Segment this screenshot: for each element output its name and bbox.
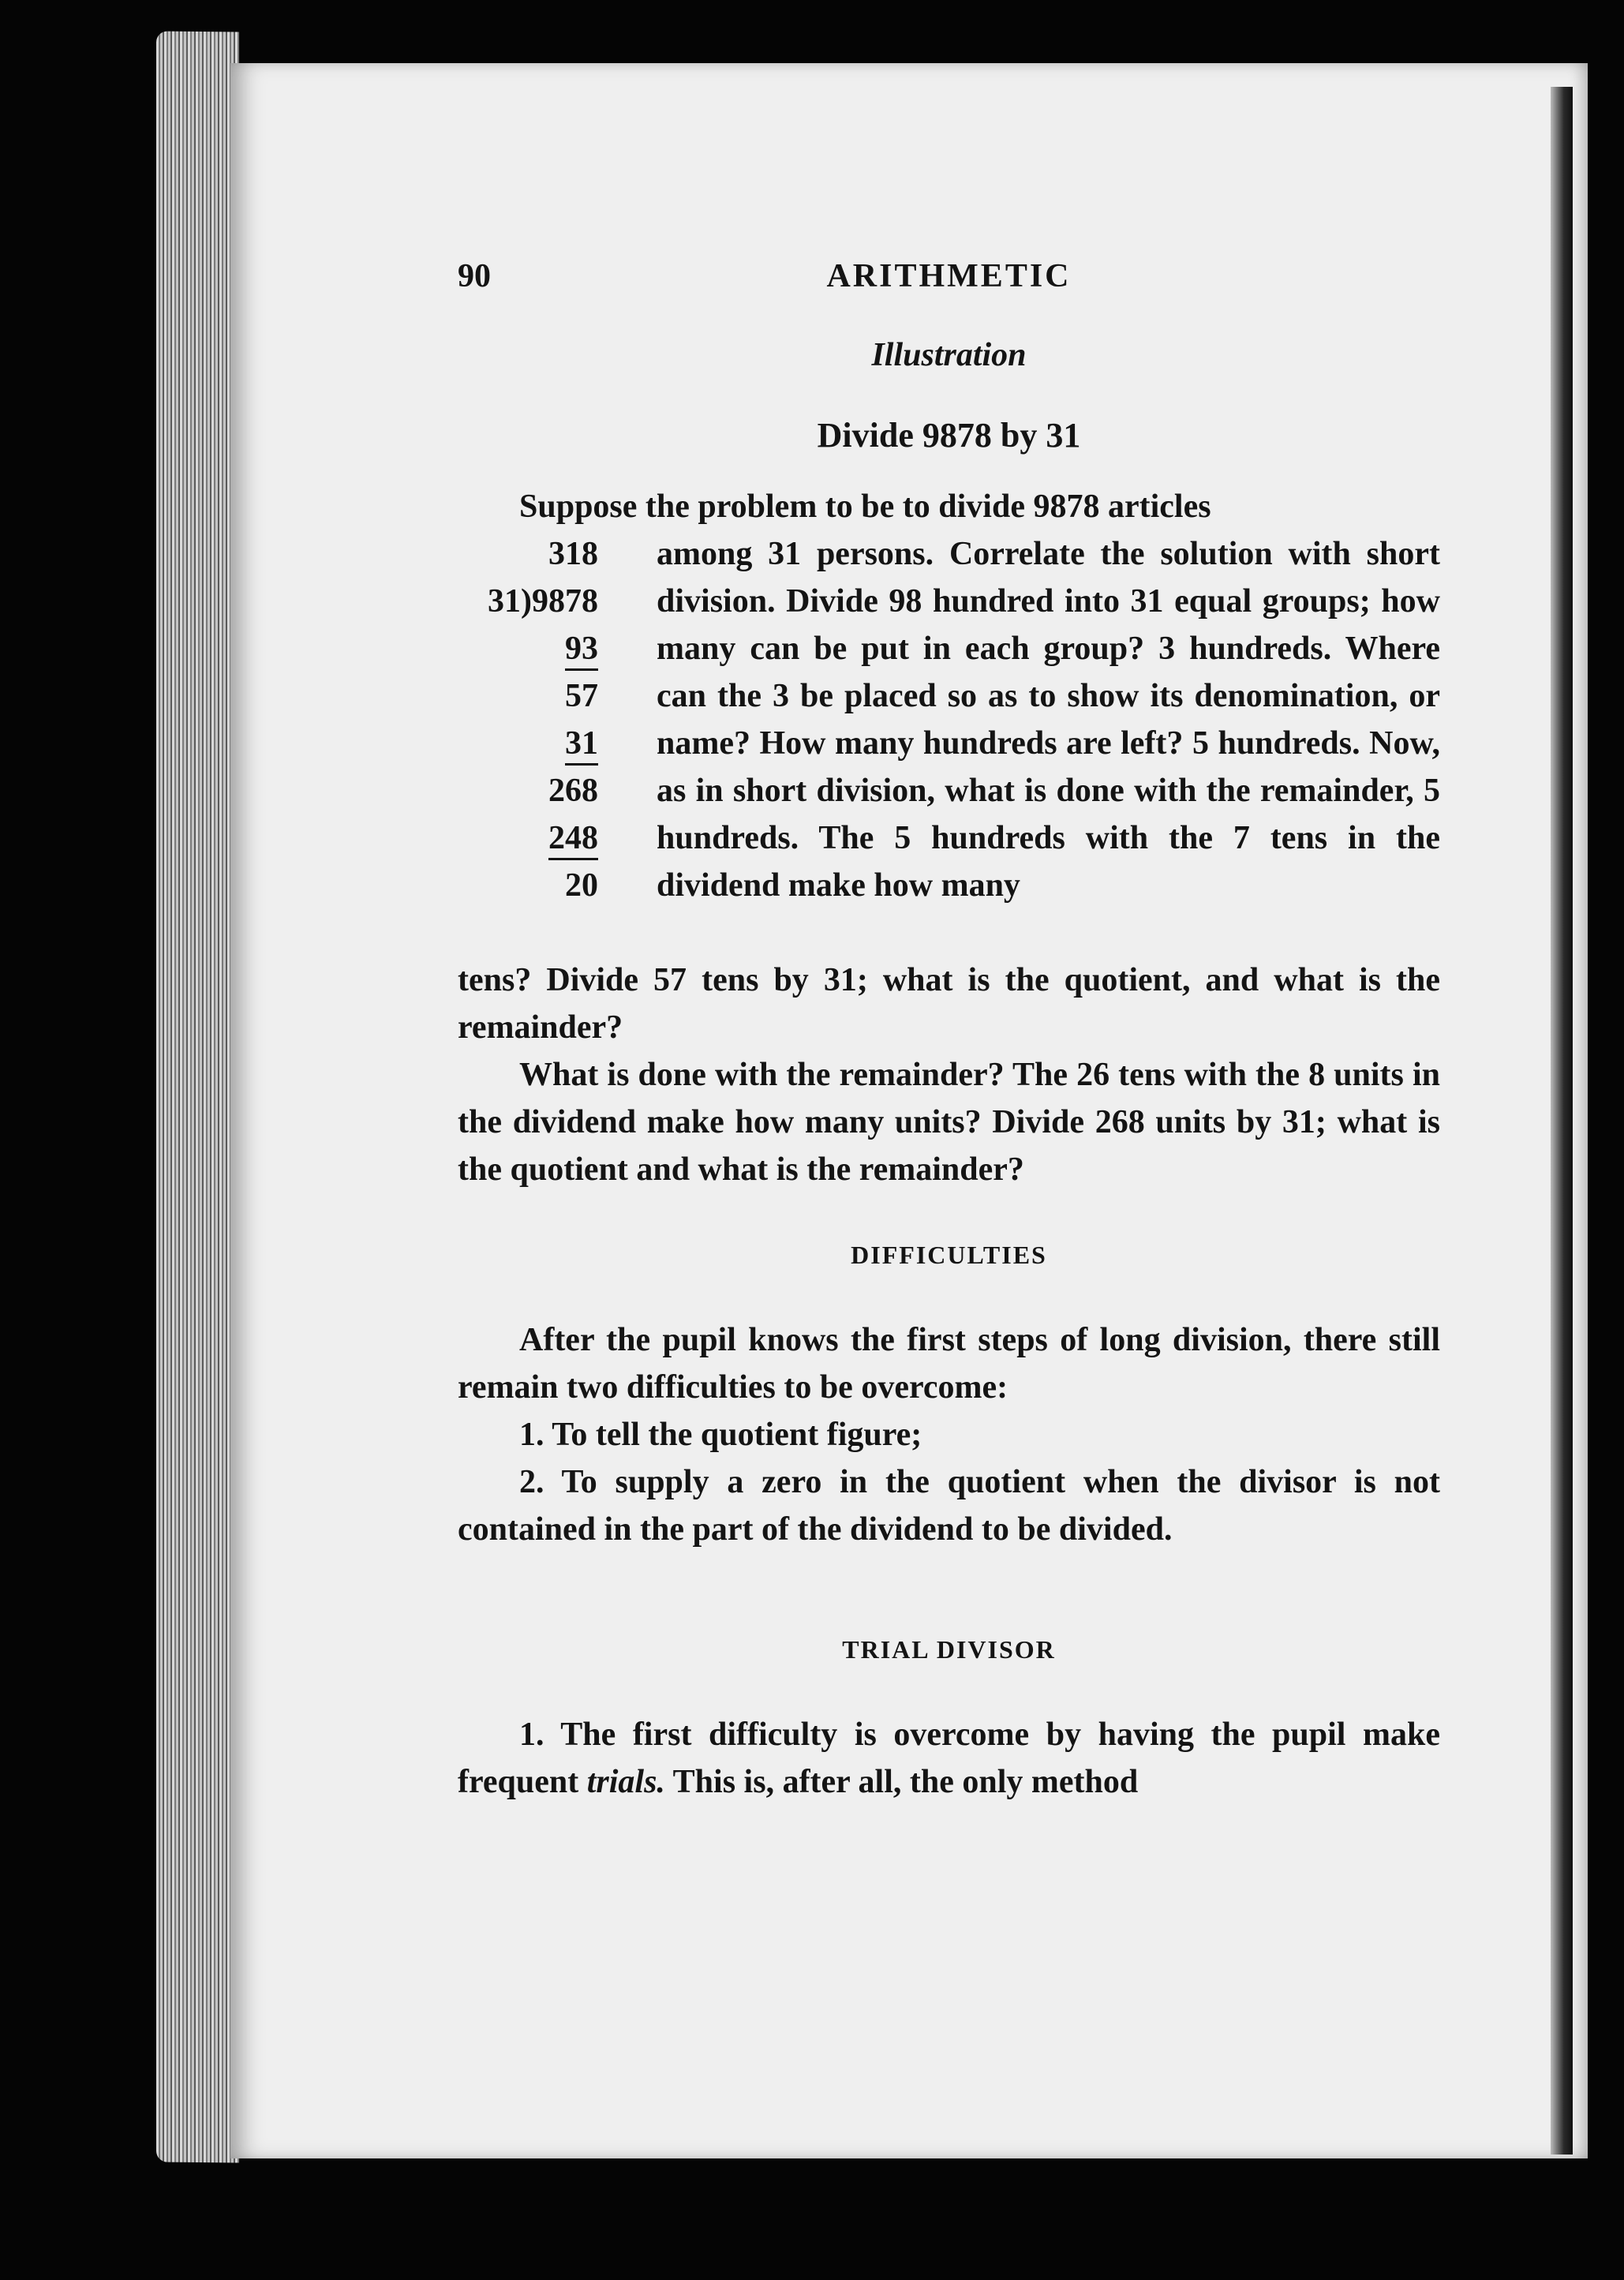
division-step: 248 [458,814,598,862]
difficulty-item: 1. To tell the quotient figure; [519,1417,922,1453]
paragraph-suppose: Suppose the problem to be to divide 9878 articles [519,489,1211,525]
division-quotient: 318 [548,536,598,572]
page-body [458,253,1440,1806]
illustration-block [458,530,1440,957]
page-header [458,253,1440,300]
heading-difficulties: DIFFICULTIES [851,1241,1047,1269]
paragraph-tens: tens? Divide 57 tens by 31; what is the quotient, and what is the remainder? [458,962,1440,1046]
section-title: Illustration [871,337,1027,373]
paragraph-trial-divisor: 1. The first difficulty is overcome by having the pupil make frequent trials. This is, after all, the only method [458,1717,1440,1800]
book-gutter-right [1551,87,1573,2155]
paragraph-remainder: What is done with the remainder? The 26 tens with the 8 units in the dividend make how many units? Divide 268 units by 31; what is the quotient and what is the remainder? [458,1057,1440,1188]
heading-trial-divisor: TRIAL DIVISOR [842,1635,1056,1664]
long-division-work [458,530,598,909]
division-step: 93 [458,625,598,672]
division-remainder: 20 [565,867,598,904]
paragraph-correlate: among 31 persons. Correlate the solution with short division. Divide 98 hundred into 31 equal groups; how many can be put in each group? 3 hundreds. Where can the 3 be placed so as to show its denomination, or name? How many hundreds are left? 5 hundreds. Now, as in short division, what is done with the remainder, 5 hundreds. The 5 hundreds with the 7 tens in the dividend make how many [657,536,1440,904]
division-step: 31 [458,720,598,767]
paragraph-difficulties-intro: After the pupil knows the first steps of long division, there still remain two difficulties to be overcome: [458,1322,1440,1406]
page-number: 90 [458,258,491,294]
division-step: 57 [565,678,598,714]
difficulty-item: 2. To supply a zero in the quotient when the divisor is not contained in the part of the dividend to be divided. [458,1464,1440,1548]
running-head: ARITHMETIC [826,258,1072,294]
division-divisor-dividend: 31)9878 [488,583,598,620]
division-step: 268 [548,773,598,809]
book-page-edges [156,31,239,2162]
problem-title: Divide 9878 by 31 [817,416,1081,455]
emphasis-trials: trials. [586,1764,665,1800]
